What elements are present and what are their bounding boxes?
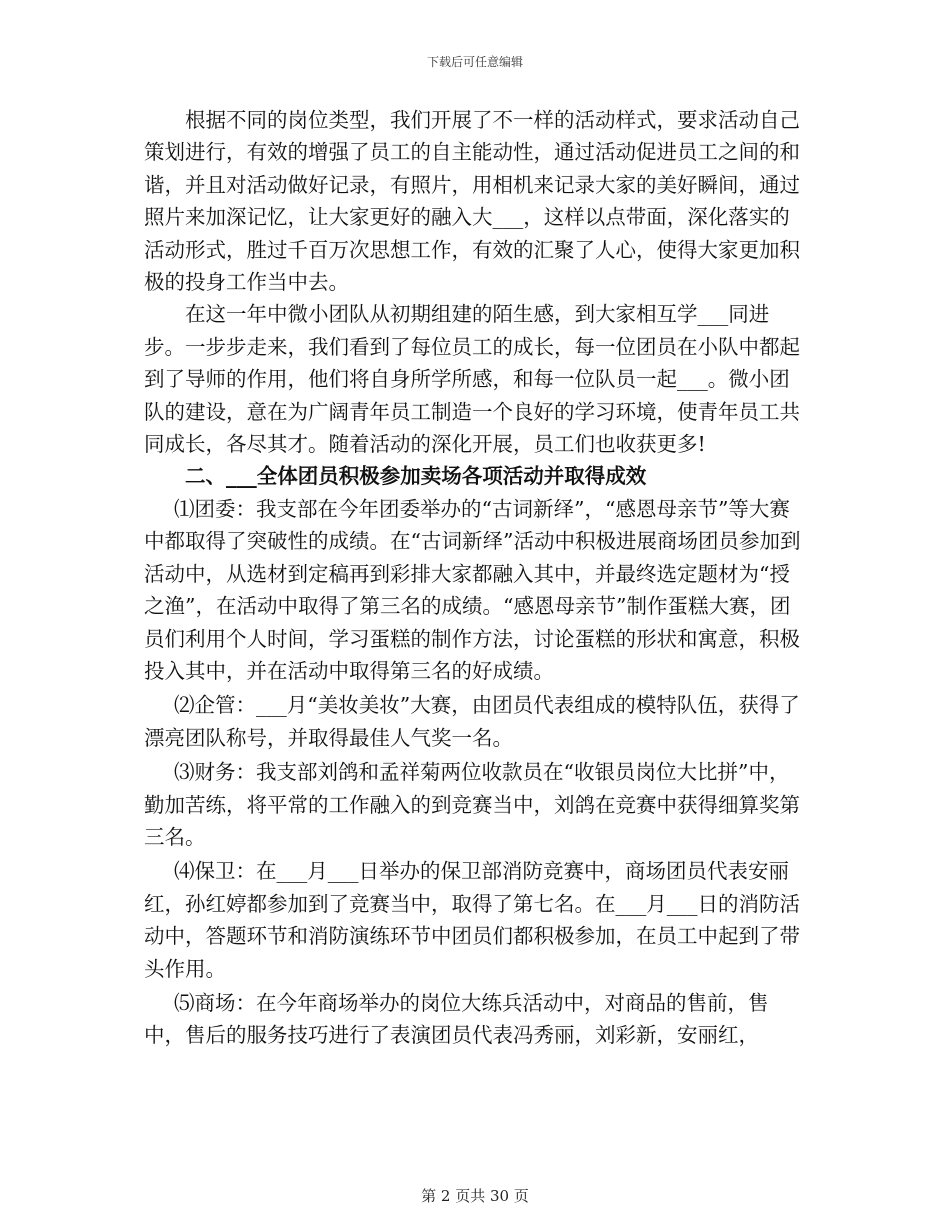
list-item-mall: ⑸商场：在今年商场举办的岗位大练兵活动中，对商品的售前，售中，售后的服务技巧进行了表演团员代表冯秀丽，刘彩新，安丽红，: [144, 990, 769, 1048]
document-body: [144, 104, 808, 1052]
list-item-management: ⑵企管：___月“美妆美妆”大赛，由团员代表组成的模特队伍，获得了漂亮团队称号，并取得最佳人气奖一名。: [144, 693, 800, 750]
paragraph-micro-team: 在这一年中微小团队从初期组建的陌生感，到大家相互学___同进步。一步步走来，我们看到了每位员工的成长，每一位团员在小队中都起到了导师的作用，他们将自身所学所感，和每一位队员一起___。微小团队的建设，意在为广阔青年员工制造一个良好的学习环境，使青年员工共同成长，各尽其才。随着活动的深化开展，员工们也收获更多!: [144, 302, 800, 457]
page-footer: 第 2 页共 30 页: [421, 1187, 529, 1205]
section-heading: 二、___全体团员积极参加卖场各项活动并取得成效: [185, 464, 647, 489]
paragraph-activities: 根据不同的岗位类型，我们开展了不一样的活动样式，要求活动自己策划进行，有效的增强了员工的自主能动性，通过活动促进员工之间的和谐，并且对活动做好记录，有照片，用相机来记录大家的美好瞬间，通过照片来加深记忆，让大家更好的融入大___，这样以点带面，深化落实的活动形式，胜过千百万次思想工作，有效的汇聚了人心，使得大家更加积极的投身工作当中去。: [144, 108, 800, 295]
list-item-finance: ⑶财务：我支部刘鸽和孟祥菊两位收款员在“收银员岗位大比拼”中，勤加苦练，将平常的工作融入的到竞赛当中，刘鸽在竞赛中获得细算奖第三名。: [144, 760, 800, 849]
list-item-security: ⑷保卫：在___月___日举办的保卫部消防竞赛中，商场团员代表安丽红，孙红婷都参加到了竞赛当中，取得了第七名。在___月___日的消防活动中，答题环节和消防演练环节中团员们都积极参加，在员工中起到了带头作用。: [144, 859, 800, 981]
page-header: 下载后可任意编辑: [426, 55, 523, 69]
list-item-league-committee: ⑴团委：我支部在今年团委举办的“古词新绎”，“感恩母亲节”等大赛中都取得了突破性的成绩。在“古词新绎”活动中积极进展商场团员参加到活动中，从选材到定稿再到彩排大家都融入其中，并最终选定题材为“授之渔”，在活动中取得了第三名的成绩。“感恩母亲节”制作蛋糕大赛，团员们利用个人时间，学习蛋糕的制作方法，讨论蛋糕的形状和寓意，积极投入其中，并在活动中取得第三名的好成绩。: [144, 496, 801, 683]
